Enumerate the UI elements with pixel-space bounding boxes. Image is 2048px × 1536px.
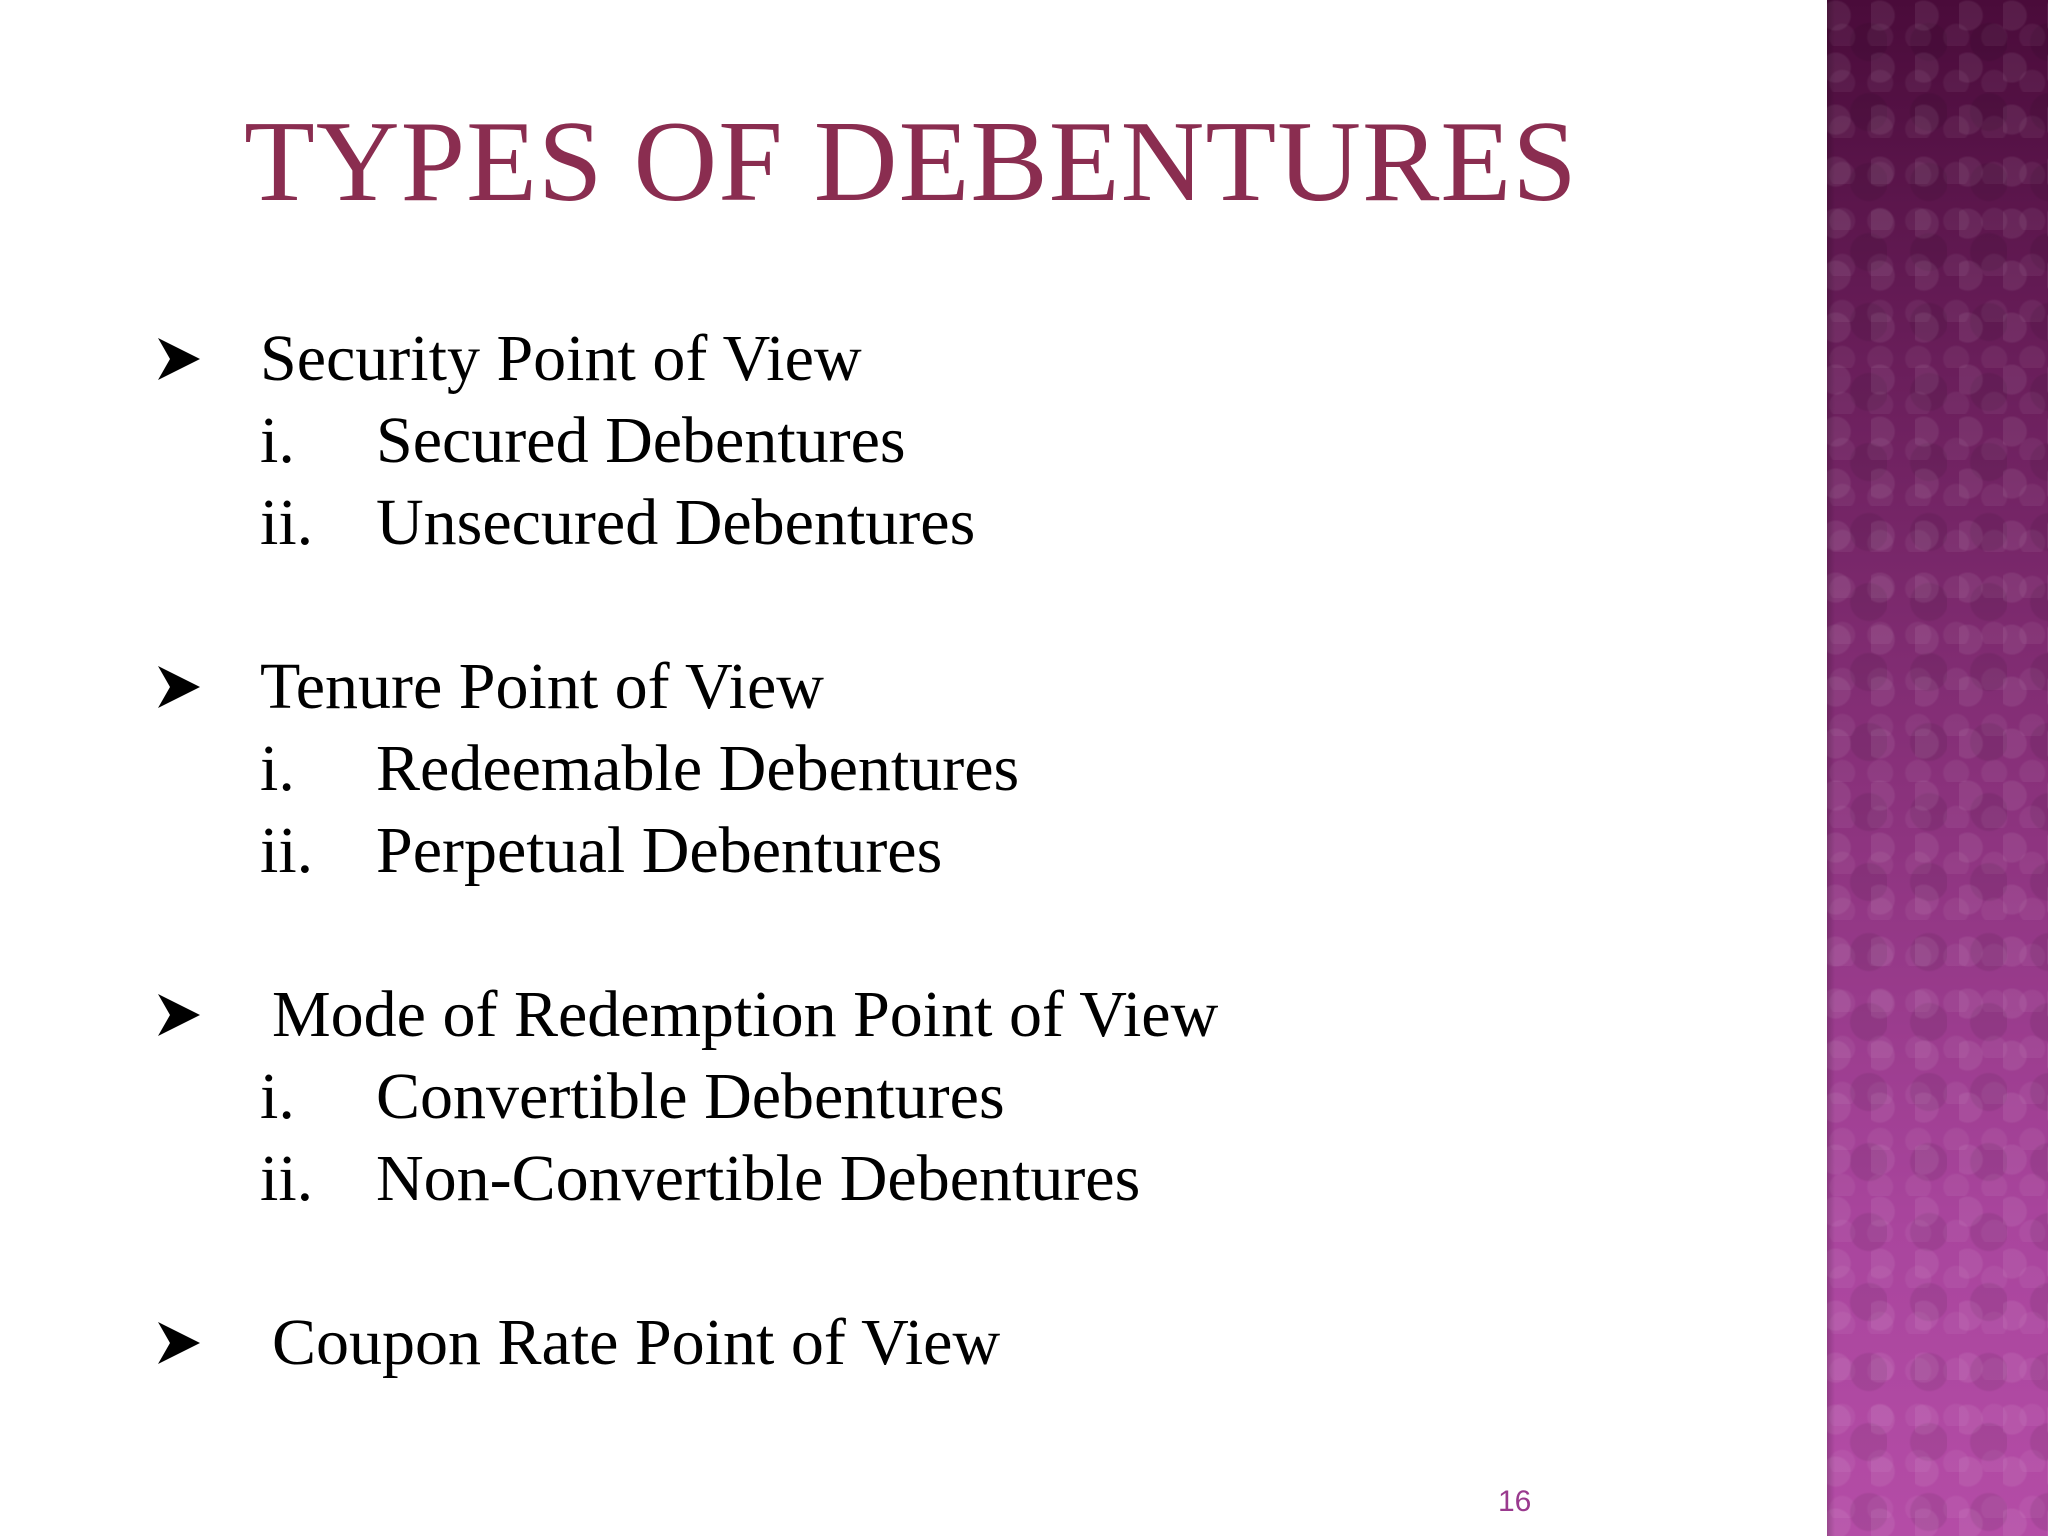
list-item-number: i. — [260, 404, 295, 477]
list-item — [156, 1138, 1656, 1220]
list-item-label: Redeemable Debentures — [376, 732, 1020, 805]
list-item-number: i. — [260, 732, 295, 805]
list-item-label: Convertible Debentures — [376, 1060, 1005, 1133]
list-item-number: ii. — [260, 1142, 314, 1215]
bullet-heading-row — [156, 1302, 1656, 1384]
list-item — [156, 728, 1656, 810]
slide-title: TYPES OF DEBENTURES — [244, 98, 1578, 226]
list-item — [156, 400, 1656, 482]
arrowhead-bullet-icon — [156, 1320, 202, 1366]
bullet-heading: Mode of Redemption Point of View — [272, 978, 1219, 1051]
bullet-heading: Tenure Point of View — [260, 650, 824, 723]
list-item-label: Secured Debentures — [376, 404, 906, 477]
bullet-heading-row — [156, 646, 1656, 728]
bullet-group-mode-of-redemption — [156, 974, 1656, 1220]
bullet-heading-row — [156, 318, 1656, 400]
bullet-heading-row — [156, 974, 1656, 1056]
bullet-group-coupon-rate — [156, 1302, 1656, 1384]
bullet-group-security — [156, 318, 1656, 564]
list-item-number: i. — [260, 1060, 295, 1133]
list-item — [156, 482, 1656, 564]
list-item-number: ii. — [260, 486, 314, 559]
list-item-label: Perpetual Debentures — [376, 814, 943, 887]
bullet-heading: Security Point of View — [260, 322, 862, 395]
bullet-heading: Coupon Rate Point of View — [272, 1306, 1001, 1379]
list-item-label: Non-Convertible Debentures — [376, 1142, 1141, 1215]
page-number: 16 — [1498, 1485, 1532, 1518]
arrowhead-bullet-icon — [156, 336, 202, 382]
list-item — [156, 810, 1656, 892]
list-item — [156, 1056, 1656, 1138]
arrowhead-bullet-icon — [156, 664, 202, 710]
decorative-side-band — [1827, 0, 2048, 1536]
list-item-number: ii. — [260, 814, 314, 887]
list-item-label: Unsecured Debentures — [376, 486, 976, 559]
bullet-group-tenure — [156, 646, 1656, 892]
arrowhead-bullet-icon — [156, 992, 202, 1038]
